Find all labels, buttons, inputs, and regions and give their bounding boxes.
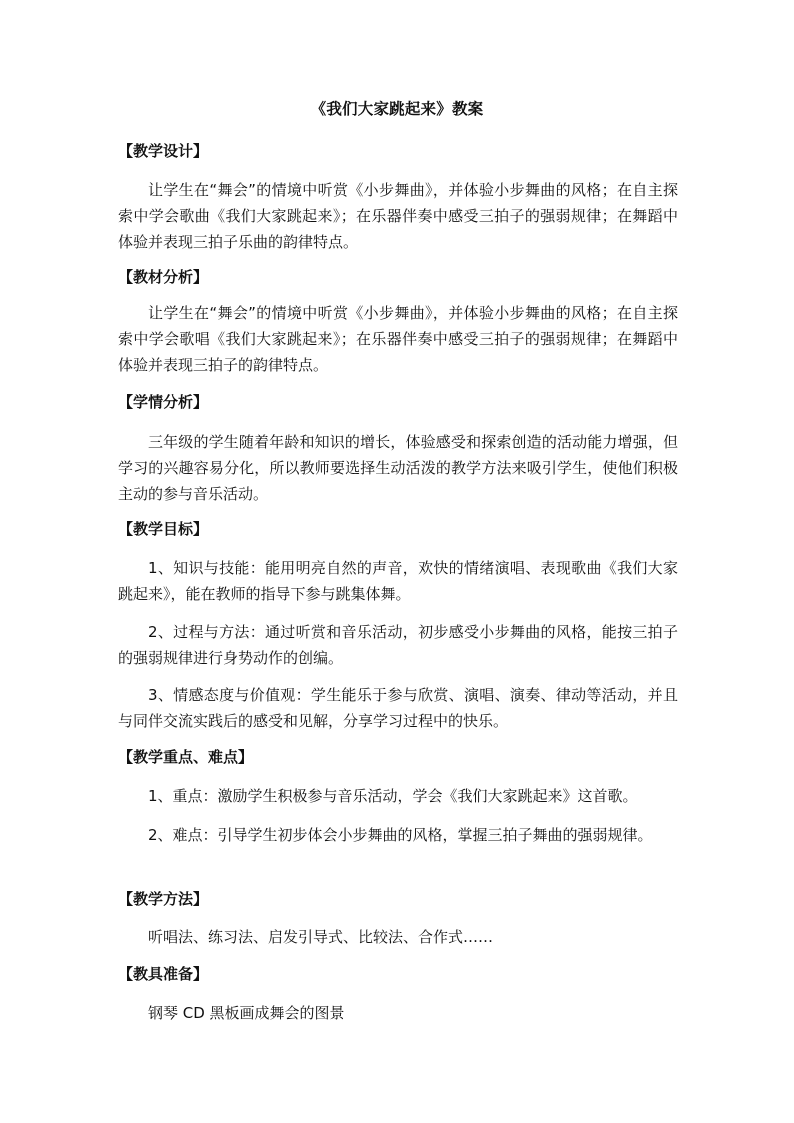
section-heading-material-analysis: 【教材分析】 <box>118 268 209 286</box>
paragraph-student-analysis: 三年级的学生随着年龄和知识的增长，体验感受和探索创造的活动能力增强，但学习的兴趣容易分化，所以教师要选择生动活泼的教学方法来吸引学生，使他们积极主动的参与音乐活动。 <box>118 433 678 503</box>
paragraph-goal-knowledge: 1、知识与技能：能用明亮自然的声音，欢快的情绪演唱、表现歌曲《我们大家跳起来》，能在教师的指导下参与跳集体舞。 <box>118 559 678 603</box>
paragraph-goal-attitude: 3、情感态度与价值观：学生能乐于参与欣赏、演唱、演奏、律动等活动，并且与同伴交流实践后的感受和见解，分享学习过程中的快乐。 <box>118 686 678 730</box>
paragraph-difficult-point: 2、难点：引导学生初步体会小步舞曲的风格，掌握三拍子舞曲的强弱规律。 <box>148 826 653 844</box>
section-heading-student-analysis: 【学情分析】 <box>118 393 209 411</box>
paragraph-key-point: 1、重点：激励学生积极参与音乐活动，学会《我们大家跳起来》这首歌。 <box>148 787 638 805</box>
paragraph-material-analysis: 让学生在“舞会”的情境中听赏《小步舞曲》，并体验小步舞曲的风格；在自主探索中学会歌唱《我们大家跳起来》；在乐器伴奏中感受三拍子的强弱规律；在舞蹈中体验并表现三拍子的韵律特点。 <box>118 304 678 374</box>
paragraph-teaching-design: 让学生在“舞会”的情境中听赏《小步舞曲》，并体验小步舞曲的风格；在自主探索中学会歌曲《我们大家跳起来》；在乐器伴奏中感受三拍子的强弱规律；在舞蹈中体验并表现三拍子乐曲的韵律特点。 <box>118 181 678 251</box>
document-title: 《我们大家跳起来》教案 <box>310 100 484 118</box>
section-heading-teaching-aids: 【教具准备】 <box>118 965 209 983</box>
section-heading-teaching-design: 【教学设计】 <box>118 142 209 160</box>
section-heading-key-points: 【教学重点、难点】 <box>118 748 254 766</box>
paragraph-teaching-methods: 听唱法、练习法、启发引导式、比较法、合作式…… <box>148 928 494 946</box>
paragraph-teaching-aids: 钢琴 CD 黑板画成舞会的图景 <box>148 1004 345 1022</box>
section-heading-teaching-goals: 【教学目标】 <box>118 520 209 538</box>
section-heading-teaching-methods: 【教学方法】 <box>118 890 209 908</box>
paragraph-goal-process: 2、过程与方法：通过听赏和音乐活动，初步感受小步舞曲的风格，能按三拍子的强弱规律进行身势动作的创编。 <box>118 623 678 667</box>
